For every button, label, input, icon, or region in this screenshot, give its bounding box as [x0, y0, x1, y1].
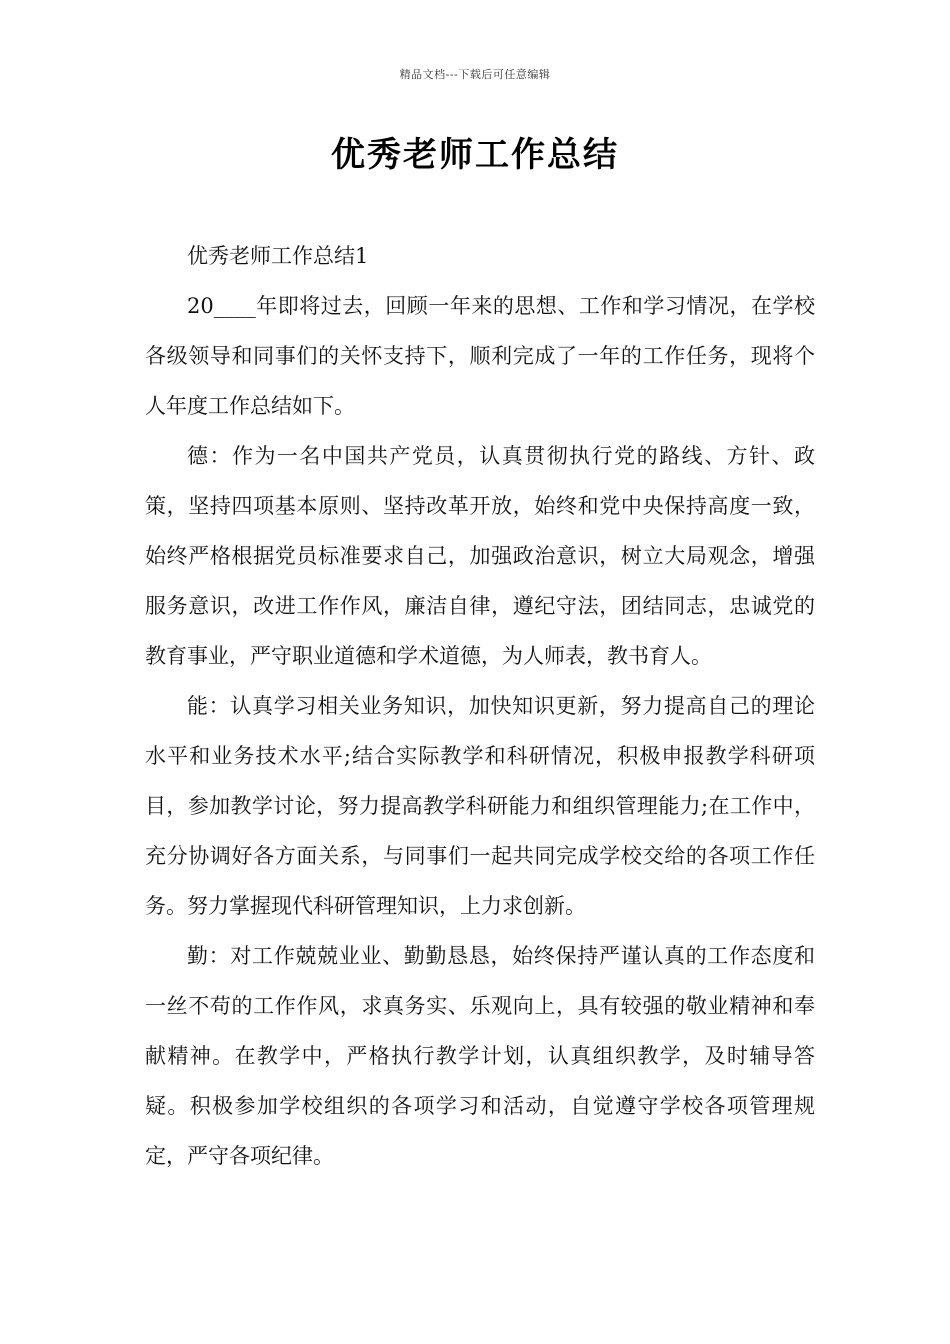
paragraph-qin: 勤：对工作兢兢业业、勤勤恳恳，始终保持严谨认真的工作态度和一丝不苟的工作作风，求真务实、乐观向上，具有较强的敬业精神和奉献精神。在教学中，严格执行教学计划，认真组织教学，及时辅导答疑。积极参加学校组织的各项学习和活动，自觉遵守学校各项管理规定，严守各项纪律。: [145, 944, 815, 1168]
document-body: [145, 231, 815, 1181]
page-title: 优秀老师工作总结: [331, 135, 619, 175]
paragraph-intro: 20____年即将过去，回顾一年来的思想、工作和学习情况，在学校各级领导和同事们的关怀支持下，顺利完成了一年的工作任务，现将个人年度工作总结如下。: [145, 294, 815, 418]
paragraph-de: 德：作为一名中国共产党员，认真贯彻执行党的路线、方针、政策，坚持四项基本原则、坚持改革开放，始终和党中央保持高度一致，始终严格根据党员标准要求自己，加强政治意识，树立大局观念，增强服务意识，改进工作作风，廉洁自律，遵纪守法，团结同志，忠诚党的教育事业，严守职业道德和学术道德，为人师表，教书育人。: [145, 444, 815, 668]
paragraph-neng: 能：认真学习相关业务知识，加快知识更新，努力提高自己的理论水平和业务技术水平;结合实际教学和科研情况，积极申报教学科研项目，参加教学讨论，努力提高教学科研能力和组织管理能力;在工作中，充分协调好各方面关系，与同事们一起共同完成学校交给的各项工作任务。努力掌握现代科研管理知识，上力求创新。: [145, 694, 815, 918]
header-note: 精品文档---下载后可任意编辑: [399, 68, 551, 81]
section-heading: 优秀老师工作总结1: [187, 244, 369, 268]
